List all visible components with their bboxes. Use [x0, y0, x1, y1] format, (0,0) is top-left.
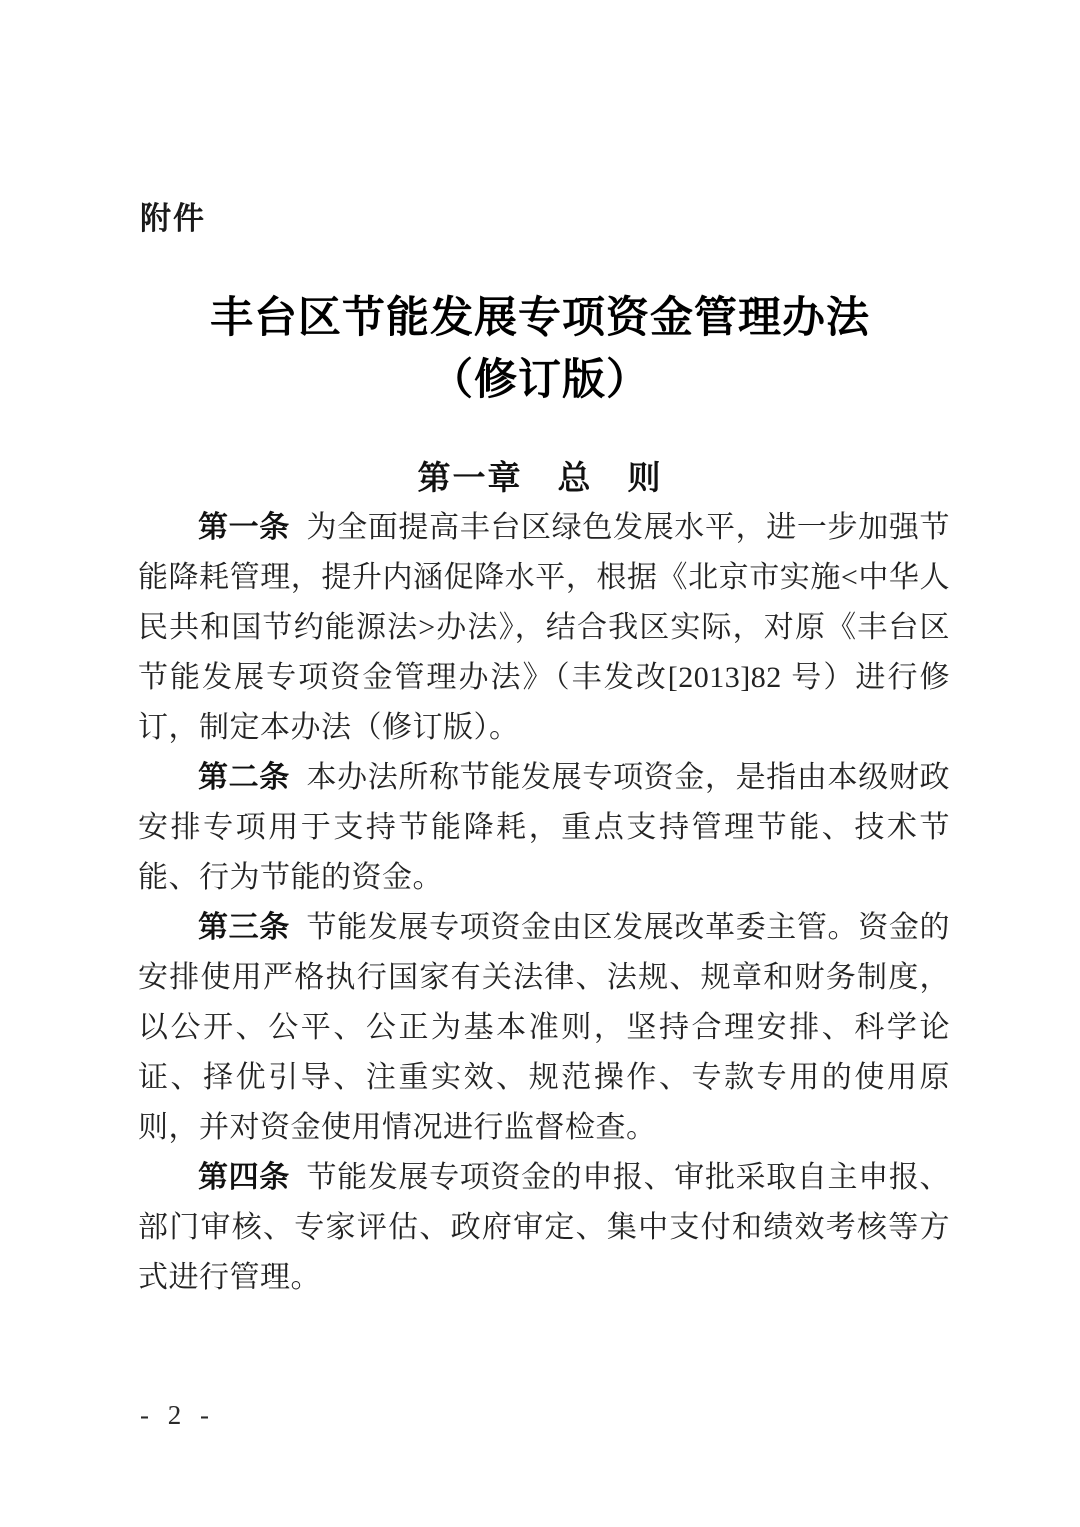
article-1-text: 为全面提高丰台区绿色发展水平，进一步加强节能降耗管理，提升内涵促降水平，根据《北京市实施<中华人民共和国节约能源法>办法》，结合我区实际，对原《丰台区节能发展专项资金管理办法》（丰发改[2013]82 号）进行修订，制定本办法（修订版）。 [138, 511, 951, 744]
article-4-text: 节能发展专项资金的申报、审批采取自主申报、部门审核、专家评估、政府审定、集中支付和绩效考核等方式进行管理。 [138, 1161, 951, 1294]
article-4-paragraph [138, 1153, 950, 1303]
document-title [0, 288, 1080, 412]
article-3-text: 节能发展专项资金由区发展改革委主管。资金的安排使用严格执行国家有关法律、法规、规章和财务制度，以公开、公平、公正为基本准则，坚持合理安排、科学论证、择优引导、注重实效、规范操作、专款专用的使用原则，并对资金使用情况进行监督检查。 [138, 911, 951, 1144]
article-1-label: 第一条 [198, 511, 290, 544]
title-line-2: （修订版） [430, 357, 650, 404]
article-2-paragraph [138, 753, 950, 903]
chapter-heading: 第一章 总 则 [417, 461, 663, 497]
article-3-label: 第三条 [198, 911, 290, 944]
article-2-label: 第二条 [198, 761, 290, 794]
article-1-paragraph [138, 503, 950, 753]
article-2-text: 本办法所称节能发展专项资金，是指由本级财政安排专项用于支持节能降耗，重点支持管理节能、技术节能、行为节能的资金。 [138, 761, 951, 894]
article-3-paragraph [138, 903, 950, 1153]
article-4-label: 第四条 [198, 1161, 290, 1194]
title-line-1: 丰台区节能发展专项资金管理办法 [210, 295, 870, 342]
page-number: - 2 - [140, 1400, 215, 1430]
document-body [138, 503, 950, 1303]
attachment-label: 附件 [140, 201, 206, 236]
